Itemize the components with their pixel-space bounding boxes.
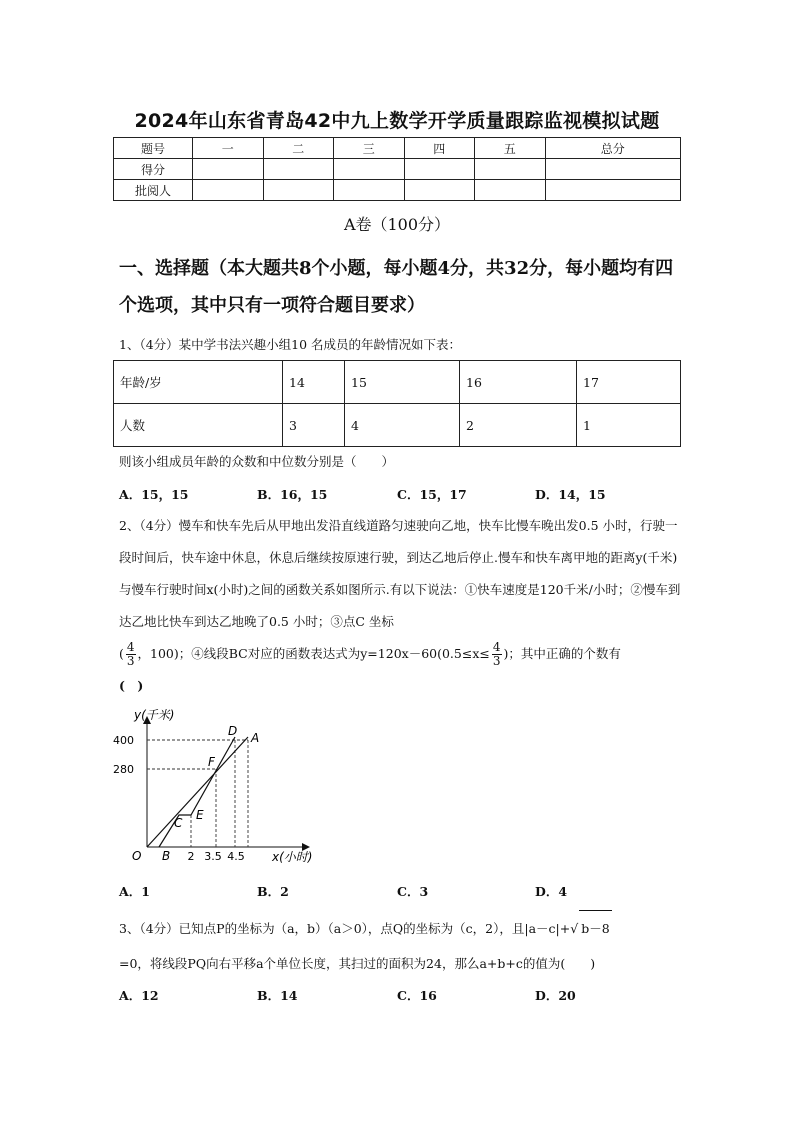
question-3-text-part: =0，将线段PQ向右平移a个单位长度，其扫过的面积为24，那么a+b+c的值为( ) — [119, 956, 596, 971]
point-c: C — [174, 816, 183, 830]
table-cell — [475, 159, 546, 180]
option-a: A．12 — [119, 988, 159, 1003]
fraction — [126, 641, 136, 668]
age-table-row — [114, 404, 681, 447]
option-b: B．2 — [257, 884, 289, 899]
fraction-denominator: 3 — [126, 654, 135, 668]
table-cell: 一 — [193, 138, 264, 159]
question-2-text-part: ，100)；④线段BC对应的函数表达式为y=120x－60(0.5≤x≤ — [137, 646, 490, 661]
table-cell: 年龄/岁 — [114, 361, 283, 404]
table-cell: 17 — [577, 361, 681, 404]
option-c: C．16 — [397, 988, 437, 1003]
table-cell — [545, 180, 681, 201]
fraction — [492, 641, 502, 668]
y-axis-label: y(千米) — [134, 708, 175, 722]
sqrt-content: b－8 — [579, 910, 611, 946]
x-axis-label: x(小时) — [272, 850, 313, 864]
score-table-header-row — [114, 138, 681, 159]
option-b: B．14 — [257, 988, 298, 1003]
paper-a-heading: A卷（100分） — [343, 215, 451, 234]
y-tick-280: 280 — [113, 763, 134, 776]
table-cell: 四 — [404, 138, 475, 159]
option-c: C．15，17 — [397, 487, 467, 502]
sqrt-sign: √ — [570, 921, 579, 936]
table-cell: 人数 — [114, 404, 283, 447]
point-e: E — [196, 808, 204, 822]
table-cell — [263, 180, 334, 201]
table-cell — [193, 180, 264, 201]
table-cell — [193, 159, 264, 180]
score-table — [113, 137, 681, 201]
table-cell: 3 — [283, 404, 345, 447]
table-cell: 二 — [263, 138, 334, 159]
slow-car-line — [147, 737, 248, 847]
table-cell — [334, 159, 405, 180]
table-cell — [545, 159, 681, 180]
point-o: O — [132, 849, 142, 863]
option-d: D．4 — [535, 884, 568, 899]
fraction-numerator: 4 — [126, 640, 135, 654]
table-cell: 4 — [345, 404, 460, 447]
y-tick-400: 400 — [113, 734, 134, 747]
table-cell — [475, 180, 546, 201]
x-tick-3.5: 3.5 — [204, 850, 222, 863]
table-cell — [404, 159, 475, 180]
score-table-row — [114, 159, 681, 180]
table-cell: 三 — [334, 138, 405, 159]
question-2-answer-paren: ( ) — [119, 678, 144, 693]
age-table-row — [114, 361, 681, 404]
point-a: A — [251, 731, 260, 745]
fraction-numerator: 4 — [492, 640, 501, 654]
question-2-text — [119, 510, 684, 702]
question-1-ask: 则该小组成员年龄的众数和中位数分别是（ ） — [119, 454, 395, 469]
option-c: C．3 — [397, 884, 429, 899]
age-table — [113, 360, 681, 447]
table-cell: 2 — [460, 404, 577, 447]
option-d: D．14，15 — [535, 487, 606, 502]
question-3-text-part: 3、（4分）已知点P的坐标为（a，b）（a＞0），点Q的坐标为（c，2），且|a－c|+ — [119, 921, 571, 936]
point-f: F — [208, 755, 215, 769]
question-2-text-part: )；其中正确的个数有 — [503, 646, 621, 661]
point-d: D — [228, 724, 238, 738]
point-b: B — [162, 849, 171, 863]
score-table-row — [114, 180, 681, 201]
question-1-stem: 1、（4分）某中学书法兴趣小组10 名成员的年龄情况如下表： — [119, 337, 462, 352]
option-d: D．20 — [535, 988, 576, 1003]
table-cell: 得分 — [114, 159, 193, 180]
option-b: B．16，15 — [257, 487, 328, 502]
option-a: A．15，15 — [119, 487, 189, 502]
fraction-denominator: 3 — [492, 654, 501, 668]
table-cell: 题号 — [114, 138, 193, 159]
question-2-text-part: 2、（4分）慢车和快车先后从甲地出发沿直线道路匀速驶向乙地，快车比慢车晚出发0.5 小时，行驶一段时间后，快车途中休息，休息后继续按原速行驶，到达乙地后停止.慢车和快车离甲地的距离y(千米)与慢车行驶时间x(小时)之间的函数关系如图所示.有以下说法：①快车速度是120千米/小时；②慢车到达乙地比快车到达乙地晚了0.5 小时；③点C 坐标 — [119, 518, 681, 629]
table-cell: 1 — [577, 404, 681, 447]
table-cell: 批阅人 — [114, 180, 193, 201]
x-tick-2: 2 — [187, 850, 195, 863]
x-tick-4.5: 4.5 — [227, 850, 245, 863]
section-1-title: 一、选择题（本大题共8个小题，每小题4分，共32分，每小题均有四个选项，其中只有一项符合题目要求） — [119, 258, 674, 316]
table-cell: 总分 — [545, 138, 681, 159]
distance-time-graph — [110, 700, 340, 870]
question-2-text-part: ( — [119, 646, 124, 661]
table-cell — [404, 180, 475, 201]
table-cell — [334, 180, 405, 201]
table-cell: 16 — [460, 361, 577, 404]
exam-title: 2024年山东省青岛42中九上数学开学质量跟踪监视模拟试题 — [134, 110, 660, 132]
table-cell: 15 — [345, 361, 460, 404]
question-3-text — [119, 910, 684, 981]
table-cell — [263, 159, 334, 180]
table-cell: 五 — [475, 138, 546, 159]
table-cell: 14 — [283, 361, 345, 404]
option-a: A．1 — [119, 884, 150, 899]
